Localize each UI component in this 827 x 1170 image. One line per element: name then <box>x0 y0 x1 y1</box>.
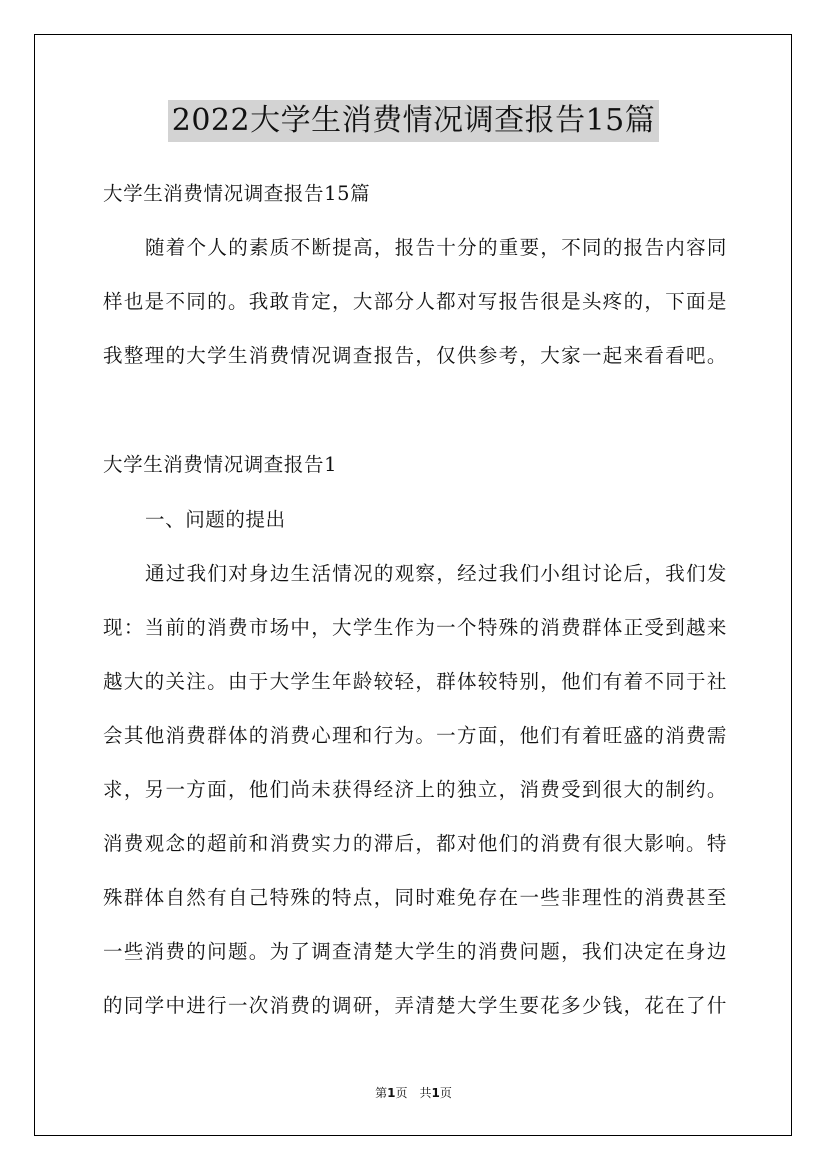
footer-suffix: 页 <box>439 1086 452 1100</box>
body-line-1: 通过我们对身边生活情况的观察，经过我们小组讨论后，我们发 <box>145 562 727 585</box>
subtitle: 大学生消费情况调查报告15篇 <box>103 182 371 205</box>
section-title: 大学生消费情况调查报告1 <box>103 453 338 476</box>
body-line-2: 现：当前的消费市场中，大学生作为一个特殊的消费群体正受到越来 <box>103 616 727 639</box>
footer-prefix: 第 <box>375 1086 388 1100</box>
body-line-8: 一些消费的问题。为了调查清楚大学生的消费问题，我们决定在身边 <box>103 940 727 963</box>
body-line-9: 的同学中进行一次消费的调研，弄清楚大学生要花多少钱，花在了什 <box>103 994 727 1017</box>
body-line-5: 求，另一方面，他们尚未获得经济上的独立，消费受到很大的制约。 <box>103 778 727 801</box>
footer-mid: 页 共 <box>395 1086 432 1100</box>
body-line-7: 殊群体自然有自己特殊的特点，同时难免存在一些非理性的消费甚至 <box>103 886 727 909</box>
document-title: 2022大学生消费情况调查报告15篇 <box>168 100 660 142</box>
body-line-4: 会其他消费群体的消费心理和行为。一方面，他们有着旺盛的消费需 <box>103 724 727 747</box>
intro-line-1: 随着个人的素质不断提高，报告十分的重要，不同的报告内容同 <box>145 236 727 259</box>
page-footer <box>0 1084 827 1101</box>
intro-line-3: 我整理的大学生消费情况调查报告，仅供参考，大家一起来看看吧。 <box>103 344 727 367</box>
footer-total-pages: 1 <box>431 1086 440 1100</box>
intro-line-2: 样也是不同的。我敢肯定，大部分人都对写报告很是头疼的，下面是 <box>103 290 727 313</box>
title-container <box>0 100 827 142</box>
body-line-3: 越大的关注。由于大学生年龄较轻，群体较特别，他们有着不同于社 <box>103 670 727 693</box>
section-heading: 一、问题的提出 <box>145 508 286 531</box>
body-line-6: 消费观念的超前和消费实力的滞后，都对他们的消费有很大影响。特 <box>103 832 727 855</box>
footer-page-number: 1 <box>387 1086 396 1100</box>
